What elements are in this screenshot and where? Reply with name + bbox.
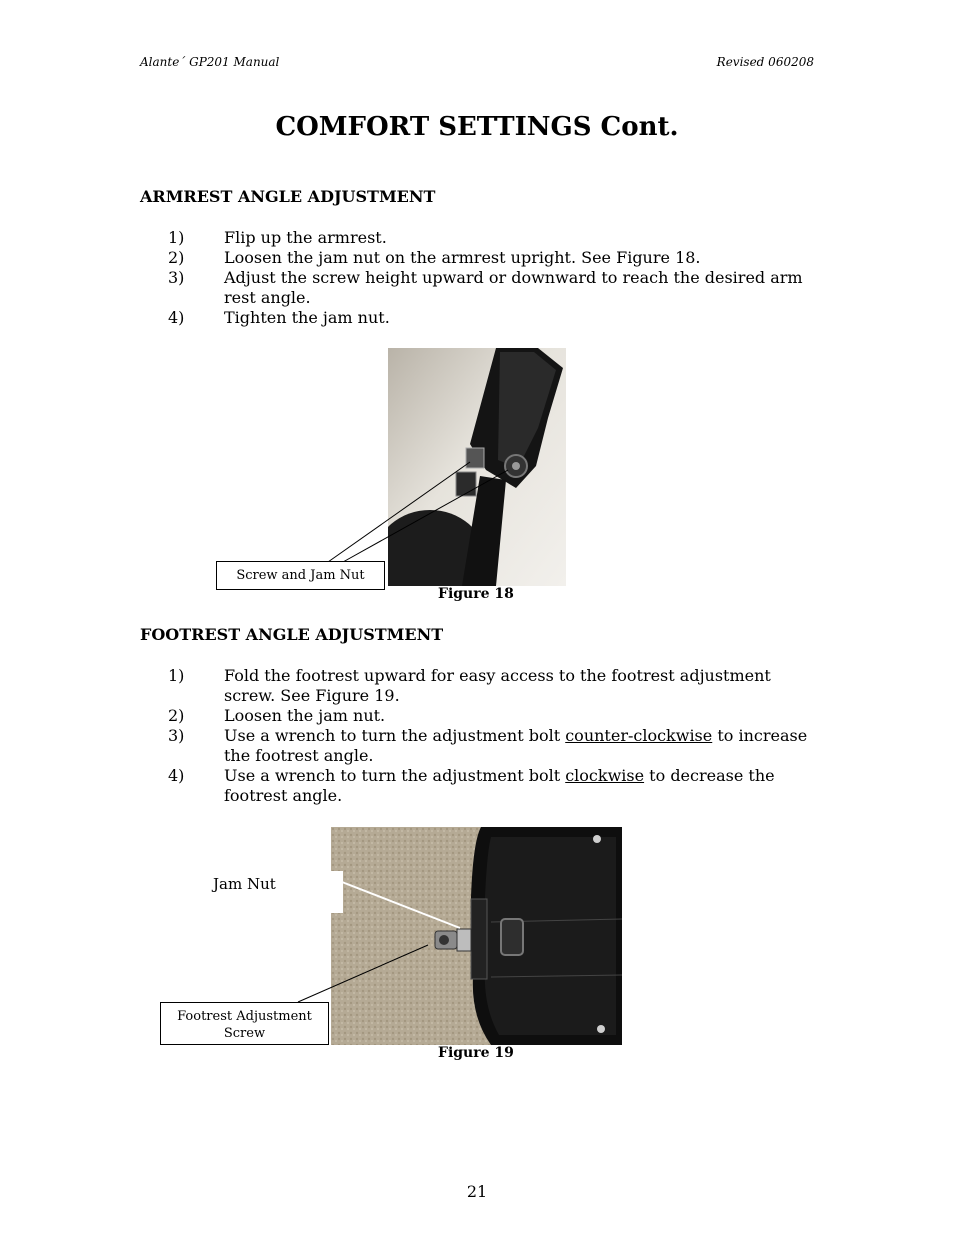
step-text: Tighten the jam nut. (224, 308, 390, 327)
step-number: 1) (168, 666, 185, 685)
step-text: Loosen the jam nut on the armrest upright. See Figure 18. (224, 248, 701, 267)
jam-nut-label: Jam Nut (213, 875, 276, 893)
step-text-part: to decrease the footrest angle. (224, 766, 775, 805)
page-number: 21 (466, 1182, 488, 1201)
step-number: 3) (168, 726, 185, 745)
step-number: 2) (168, 248, 185, 267)
header-revision: Revised 060208 (716, 55, 814, 69)
underlined-term: counter-clockwise (565, 726, 713, 745)
step-text-part: Use a wrench to turn the adjustment bolt (224, 766, 566, 785)
figure-19-caption: Figure 19 (438, 1045, 514, 1061)
armrest-section-heading: ARMREST ANGLE ADJUSTMENT (140, 187, 436, 206)
step-number: 1) (168, 228, 185, 247)
screw-and-jam-nut-callout: Screw and Jam Nut (216, 561, 385, 590)
footrest-section-heading: FOOTREST ANGLE ADJUSTMENT (140, 625, 444, 644)
footrest-adjustment-screw-callout: Footrest Adjustment Screw (160, 1002, 329, 1045)
step-text: Adjust the screw height upward or downward to reach the desired arm rest angle. (224, 268, 803, 307)
step-number: 4) (168, 308, 185, 327)
step-text-part: to increase the footrest angle. (224, 726, 808, 765)
page-title: COMFORT SETTINGS Cont. (275, 112, 679, 142)
figure-18-caption: Figure 18 (438, 586, 514, 602)
step-text: Loosen the jam nut. (224, 706, 386, 725)
step-text: Flip up the armrest. (224, 228, 387, 247)
step-number: 4) (168, 766, 185, 785)
header-manual-title: Alante´ GP201 Manual (140, 55, 280, 69)
underlined-term: clockwise (565, 766, 645, 785)
step-text-part: Use a wrench to turn the adjustment bolt (224, 726, 566, 745)
step-text: Fold the footrest upward for easy access to the footrest adjustment screw. See Figure 19. (224, 666, 771, 705)
step-number: 2) (168, 706, 185, 725)
step-number: 3) (168, 268, 185, 287)
